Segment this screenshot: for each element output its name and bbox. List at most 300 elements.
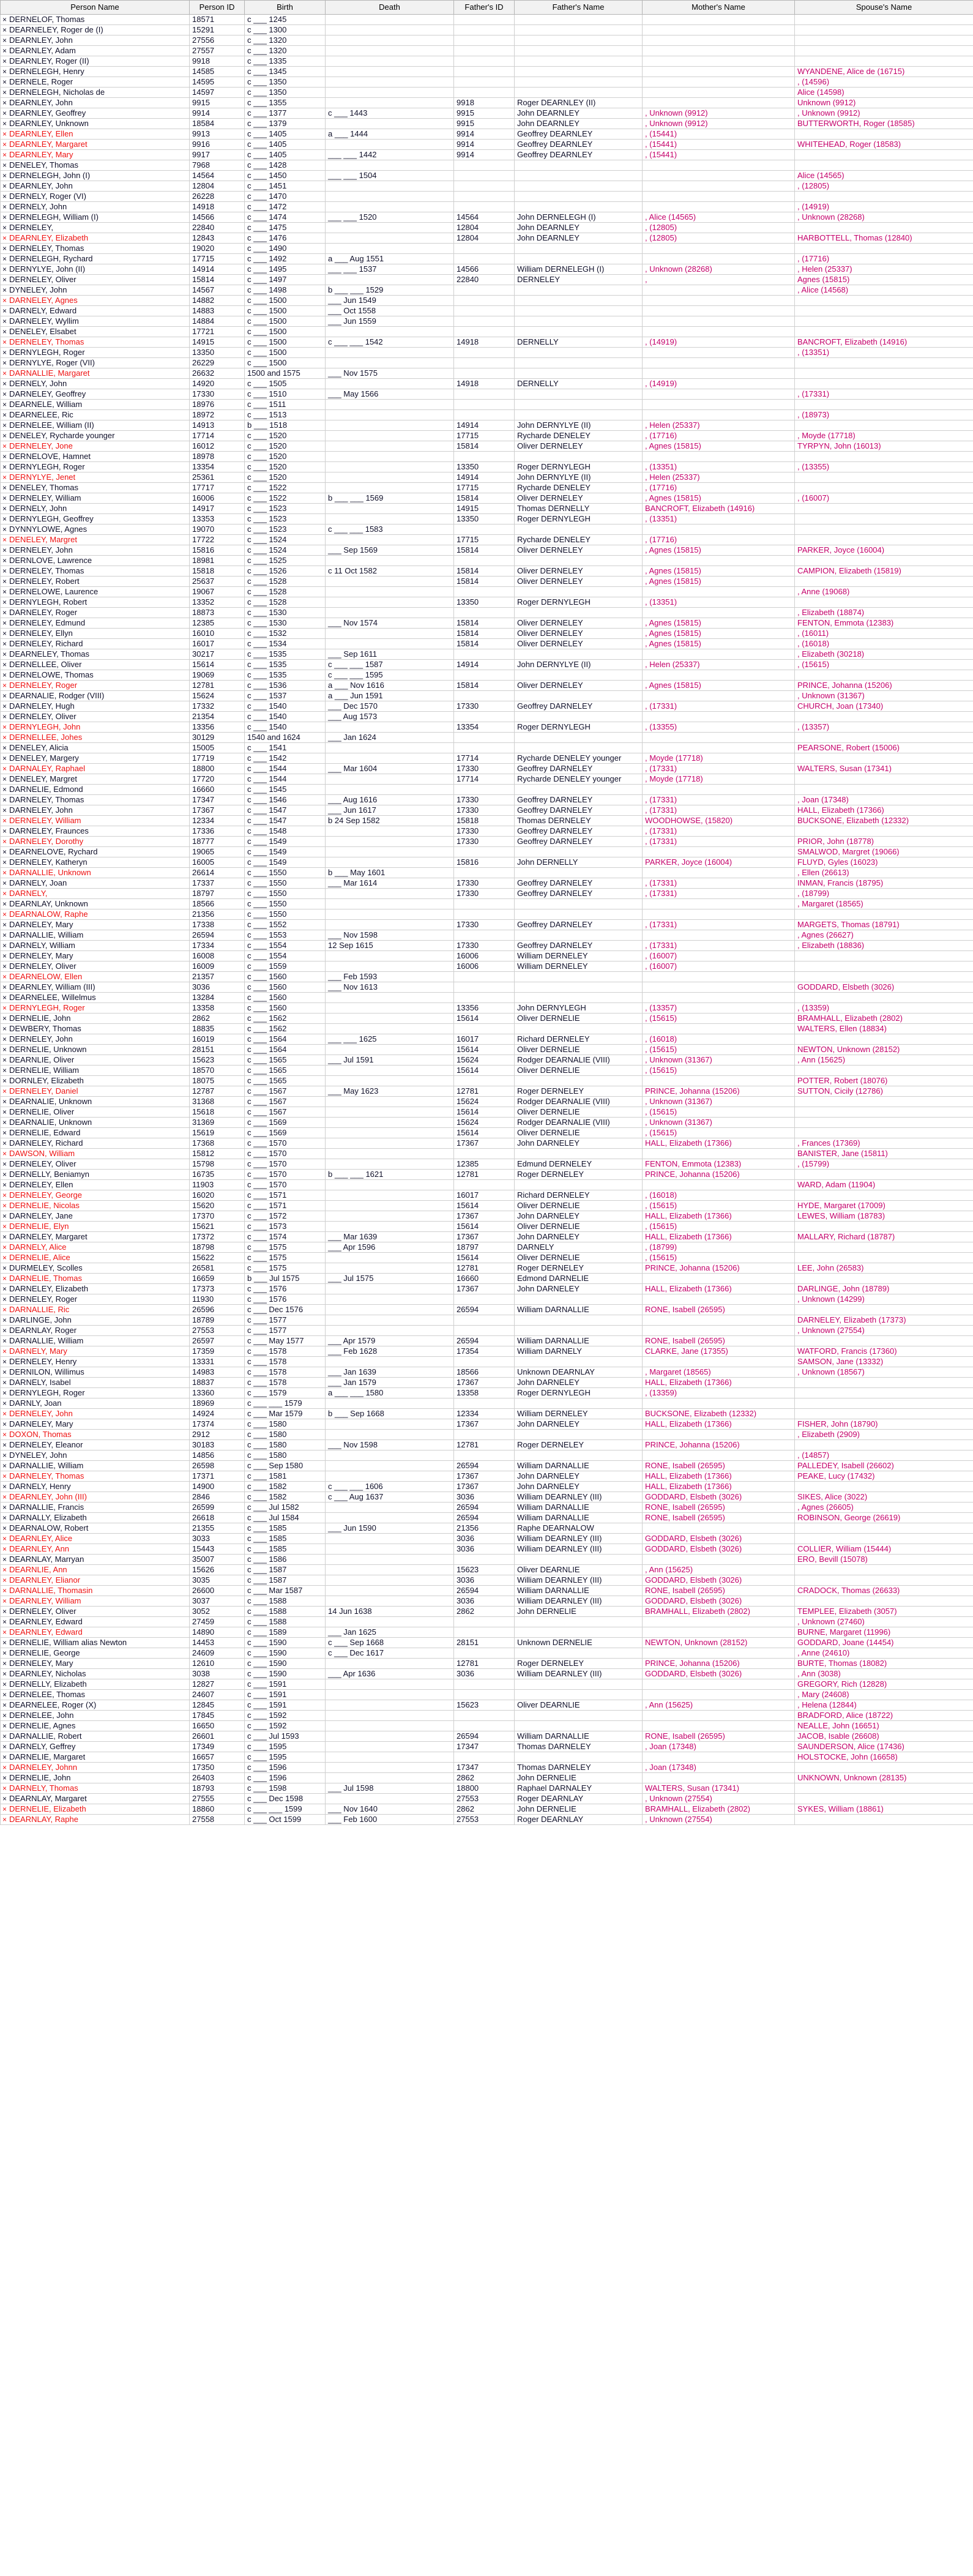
father-name-cell[interactable] — [515, 525, 643, 535]
father-name-cell[interactable]: Rycharde DENELEY — [515, 431, 643, 441]
person-name-link[interactable]: DARNELEY, Jane — [9, 1211, 73, 1220]
father-name-cell[interactable]: Geoffrey DEARNLEY — [515, 150, 643, 160]
father-name-cell[interactable]: William DARNALLIE — [515, 1461, 643, 1471]
spouse-name-cell[interactable] — [795, 909, 973, 920]
person-name-cell[interactable] — [1, 909, 190, 920]
table-row[interactable] — [1, 1617, 973, 1627]
mother-name-cell[interactable] — [643, 982, 795, 993]
table-row[interactable] — [1, 25, 973, 35]
spouse-name-cell[interactable]: , Unknown (27554) — [795, 1326, 973, 1336]
spouse-name-cell[interactable] — [795, 1118, 973, 1128]
person-name-link[interactable]: DERNELIE, George — [9, 1648, 80, 1657]
table-row[interactable] — [1, 670, 973, 681]
table-row[interactable] — [1, 1242, 973, 1253]
person-name-cell[interactable] — [1, 930, 190, 941]
mother-name-cell[interactable]: , Ann (15625) — [643, 1565, 795, 1575]
table-row[interactable] — [1, 1180, 973, 1190]
person-name-cell[interactable] — [1, 618, 190, 629]
table-row[interactable] — [1, 358, 973, 368]
mother-name-cell[interactable]: CLARKE, Jane (17355) — [643, 1346, 795, 1357]
mother-name-cell[interactable] — [643, 1450, 795, 1461]
mother-name-cell[interactable] — [643, 1648, 795, 1659]
table-row[interactable] — [1, 1222, 973, 1232]
table-row[interactable] — [1, 1742, 973, 1752]
father-name-cell[interactable] — [515, 368, 643, 379]
father-name-cell[interactable] — [515, 400, 643, 410]
person-name-cell[interactable] — [1, 972, 190, 982]
person-name-cell[interactable] — [1, 129, 190, 140]
mother-name-cell[interactable]: HALL, Elizabeth (17366) — [643, 1482, 795, 1492]
table-row[interactable] — [1, 982, 973, 993]
mother-name-cell[interactable]: , Helen (25337) — [643, 420, 795, 431]
person-name-link[interactable]: DERNILON, Willimus — [9, 1367, 84, 1376]
person-name-cell[interactable] — [1, 1055, 190, 1066]
person-name-link[interactable]: DARNALLIE, William — [9, 930, 84, 939]
person-name-link[interactable]: DEARNALOW, Raphe — [9, 909, 88, 919]
table-row[interactable] — [1, 1097, 973, 1107]
person-name-cell[interactable] — [1, 1076, 190, 1086]
father-name-cell[interactable] — [515, 46, 643, 56]
father-name-cell[interactable] — [515, 1752, 643, 1763]
table-row[interactable] — [1, 1190, 973, 1201]
person-name-cell[interactable] — [1, 264, 190, 275]
person-name-cell[interactable] — [1, 1752, 190, 1763]
person-name-cell[interactable] — [1, 1690, 190, 1700]
father-name-cell[interactable]: William DERNELEGH (I) — [515, 264, 643, 275]
table-row[interactable] — [1, 1669, 973, 1679]
table-row[interactable] — [1, 1398, 973, 1409]
person-name-cell[interactable] — [1, 670, 190, 681]
mother-name-cell[interactable]: , (17331) — [643, 826, 795, 837]
mother-name-cell[interactable] — [643, 670, 795, 681]
mother-name-cell[interactable] — [643, 1690, 795, 1700]
person-name-cell[interactable] — [1, 108, 190, 119]
person-name-cell[interactable] — [1, 160, 190, 171]
father-name-cell[interactable]: John DEARNLEY — [515, 119, 643, 129]
mother-name-cell[interactable]: HALL, Elizabeth (17366) — [643, 1211, 795, 1222]
person-name-link[interactable]: DARNELEY, Thomas — [9, 795, 84, 804]
person-name-link[interactable]: DERNELOF, Thomas — [9, 15, 85, 24]
mother-name-cell[interactable]: , (17716) — [643, 535, 795, 545]
person-name-link[interactable]: DARNELIE, Edmond — [9, 785, 83, 794]
person-name-link[interactable]: DARNELEY, Thomas — [9, 1471, 84, 1480]
table-row[interactable] — [1, 930, 973, 941]
mother-name-cell[interactable]: , Unknown (27554) — [643, 1815, 795, 1825]
spouse-name-cell[interactable] — [795, 514, 973, 525]
person-name-link[interactable]: DERNYLEGH, Roger — [9, 462, 85, 471]
person-name-link[interactable]: DERNELEY, George — [9, 1190, 82, 1200]
person-name-link[interactable]: DERNELEY, Thomas — [9, 337, 84, 346]
person-name-cell[interactable] — [1, 681, 190, 691]
person-name-link[interactable]: DEARNELEY, Roger de (I) — [9, 25, 103, 34]
table-row[interactable] — [1, 233, 973, 244]
mother-name-cell[interactable]: GODDARD, Elsbeth (3026) — [643, 1669, 795, 1679]
mother-name-cell[interactable] — [643, 389, 795, 400]
mother-name-cell[interactable]: , Helen (25337) — [643, 472, 795, 483]
table-row[interactable] — [1, 400, 973, 410]
father-name-cell[interactable]: Geoffrey DARNELEY — [515, 805, 643, 816]
table-row[interactable] — [1, 1419, 973, 1430]
spouse-name-cell[interactable] — [795, 160, 973, 171]
person-name-cell[interactable] — [1, 545, 190, 556]
father-name-cell[interactable] — [515, 868, 643, 878]
table-row[interactable] — [1, 1731, 973, 1742]
spouse-name-cell[interactable]: , (18973) — [795, 410, 973, 420]
mother-name-cell[interactable]: , (12805) — [643, 233, 795, 244]
person-name-cell[interactable] — [1, 753, 190, 764]
spouse-name-cell[interactable] — [795, 1534, 973, 1544]
spouse-name-cell[interactable] — [795, 1274, 973, 1284]
person-name-cell[interactable] — [1, 1575, 190, 1586]
table-row[interactable] — [1, 462, 973, 472]
table-row[interactable] — [1, 1430, 973, 1440]
mother-name-cell[interactable] — [643, 1357, 795, 1367]
mother-name-cell[interactable] — [643, 868, 795, 878]
spouse-name-cell[interactable] — [795, 1378, 973, 1388]
table-row[interactable] — [1, 15, 973, 25]
mother-name-cell[interactable]: , (17331) — [643, 941, 795, 951]
person-name-cell[interactable] — [1, 337, 190, 348]
table-row[interactable] — [1, 1315, 973, 1326]
mother-name-cell[interactable]: , (17716) — [643, 431, 795, 441]
table-row[interactable] — [1, 77, 973, 88]
spouse-name-cell[interactable]: , Unknown (18567) — [795, 1367, 973, 1378]
person-name-cell[interactable] — [1, 1045, 190, 1055]
mother-name-cell[interactable]: , (15441) — [643, 129, 795, 140]
spouse-name-cell[interactable]: , Unknown (28268) — [795, 212, 973, 223]
father-name-cell[interactable] — [515, 733, 643, 743]
father-name-cell[interactable] — [515, 316, 643, 327]
person-name-link[interactable]: DEARNELOVE, Rychard — [9, 847, 98, 856]
mother-name-cell[interactable] — [643, 160, 795, 171]
person-name-cell[interactable] — [1, 597, 190, 608]
person-name-link[interactable]: DARNELEY, Margaret — [9, 1232, 88, 1241]
father-name-cell[interactable]: John DARNELEY — [515, 1211, 643, 1222]
person-name-link[interactable]: DARNELY, Henry — [9, 1482, 71, 1491]
person-name-link[interactable]: DERNELY, John — [9, 379, 67, 388]
spouse-name-cell[interactable] — [795, 961, 973, 972]
mother-name-cell[interactable] — [643, 1617, 795, 1627]
mother-name-cell[interactable] — [643, 192, 795, 202]
table-row[interactable] — [1, 1138, 973, 1149]
mother-name-cell[interactable]: , (17331) — [643, 920, 795, 930]
spouse-name-cell[interactable]: HARBOTTELL, Thomas (12840) — [795, 233, 973, 244]
table-row[interactable] — [1, 192, 973, 202]
table-row[interactable] — [1, 171, 973, 181]
father-name-cell[interactable]: William DARNALLIE — [515, 1305, 643, 1315]
mother-name-cell[interactable] — [643, 785, 795, 795]
mother-name-cell[interactable] — [643, 400, 795, 410]
father-name-cell[interactable] — [515, 56, 643, 67]
father-name-cell[interactable]: Thomas DERNELLY — [515, 504, 643, 514]
person-name-link[interactable]: DYNELEY, John — [9, 285, 67, 294]
spouse-name-cell[interactable]: SUTTON, Cicily (12786) — [795, 1086, 973, 1097]
father-name-cell[interactable] — [515, 670, 643, 681]
spouse-name-cell[interactable]: WHITEHEAD, Roger (18583) — [795, 140, 973, 150]
person-name-cell[interactable] — [1, 1638, 190, 1648]
spouse-name-cell[interactable] — [795, 993, 973, 1003]
father-name-cell[interactable] — [515, 899, 643, 909]
mother-name-cell[interactable]: , (15615) — [643, 1222, 795, 1232]
person-name-link[interactable]: DERNELEY, Oliver — [9, 961, 76, 971]
father-name-cell[interactable]: William DARNALLIE — [515, 1503, 643, 1513]
person-name-link[interactable]: DERNYLEGH, Geoffrey — [9, 514, 94, 523]
table-row[interactable] — [1, 629, 973, 639]
person-name-link[interactable]: DARNELY, Geffrey — [9, 1742, 76, 1751]
person-name-cell[interactable] — [1, 1190, 190, 1201]
mother-name-cell[interactable]: PRINCE, Johanna (15206) — [643, 1659, 795, 1669]
person-name-cell[interactable] — [1, 98, 190, 108]
spouse-name-cell[interactable]: Alice (14598) — [795, 88, 973, 98]
table-row[interactable] — [1, 837, 973, 847]
table-row[interactable] — [1, 1305, 973, 1315]
mother-name-cell[interactable]: NEWTON, Unknown (28152) — [643, 1638, 795, 1648]
person-name-cell[interactable] — [1, 327, 190, 337]
person-name-cell[interactable] — [1, 56, 190, 67]
spouse-name-cell[interactable]: WYANDENE, Alice de (16715) — [795, 67, 973, 77]
table-row[interactable] — [1, 566, 973, 577]
spouse-name-cell[interactable] — [795, 826, 973, 837]
spouse-name-cell[interactable] — [795, 25, 973, 35]
father-name-cell[interactable]: Unknown DERNELIE — [515, 1638, 643, 1648]
father-name-cell[interactable]: Geoffrey DEARNLEY — [515, 129, 643, 140]
mother-name-cell[interactable] — [643, 327, 795, 337]
mother-name-cell[interactable]: , (14919) — [643, 337, 795, 348]
spouse-name-cell[interactable]: HYDE, Margaret (17009) — [795, 1201, 973, 1211]
person-name-cell[interactable] — [1, 857, 190, 868]
spouse-name-cell[interactable]: , Ann (3038) — [795, 1669, 973, 1679]
mother-name-cell[interactable]: RONE, Isabell (26595) — [643, 1731, 795, 1742]
person-name-cell[interactable] — [1, 285, 190, 296]
father-name-cell[interactable] — [515, 389, 643, 400]
spouse-name-cell[interactable] — [795, 733, 973, 743]
mother-name-cell[interactable] — [643, 15, 795, 25]
person-name-link[interactable]: DERNYLEGH, Roger — [9, 348, 85, 357]
person-name-cell[interactable] — [1, 1097, 190, 1107]
mother-name-cell[interactable]: , (12805) — [643, 223, 795, 233]
person-name-cell[interactable] — [1, 441, 190, 452]
table-row[interactable] — [1, 899, 973, 909]
person-name-cell[interactable] — [1, 1149, 190, 1159]
mother-name-cell[interactable]: , Unknown (9912) — [643, 108, 795, 119]
father-name-cell[interactable]: Richard DERNELEY — [515, 1190, 643, 1201]
person-name-cell[interactable] — [1, 202, 190, 212]
mother-name-cell[interactable]: , Unknown (31367) — [643, 1055, 795, 1066]
table-row[interactable] — [1, 712, 973, 722]
table-row[interactable] — [1, 254, 973, 264]
table-row[interactable] — [1, 1003, 973, 1014]
mother-name-cell[interactable]: , Helen (25337) — [643, 660, 795, 670]
mother-name-cell[interactable]: , — [643, 275, 795, 285]
table-row[interactable] — [1, 1690, 973, 1700]
person-name-link[interactable]: DERNELEGH, Rychard — [9, 254, 93, 263]
table-row[interactable] — [1, 452, 973, 462]
father-name-cell[interactable] — [515, 649, 643, 660]
father-name-cell[interactable] — [515, 587, 643, 597]
spouse-name-cell[interactable]: Agnes (15815) — [795, 275, 973, 285]
person-name-link[interactable]: DERNELEY, William — [9, 816, 81, 825]
father-name-cell[interactable]: Oliver DERNELIE — [515, 1128, 643, 1138]
father-name-cell[interactable]: Oliver DERNELIE — [515, 1045, 643, 1055]
person-name-cell[interactable] — [1, 1565, 190, 1575]
mother-name-cell[interactable] — [643, 67, 795, 77]
father-name-cell[interactable]: Richard DERNELEY — [515, 1034, 643, 1045]
person-name-link[interactable]: DEARNLEY, Alice — [9, 1534, 73, 1543]
spouse-name-cell[interactable]: LEWES, William (18783) — [795, 1211, 973, 1222]
person-name-link[interactable]: DARNELEY, Hugh — [9, 701, 75, 711]
father-name-cell[interactable]: Oliver DERNELEY — [515, 493, 643, 504]
spouse-name-cell[interactable] — [795, 1482, 973, 1492]
mother-name-cell[interactable] — [643, 1315, 795, 1326]
person-name-cell[interactable] — [1, 1180, 190, 1190]
person-name-link[interactable]: DARNELIE, Margaret — [9, 1752, 86, 1761]
table-row[interactable] — [1, 701, 973, 712]
person-name-cell[interactable] — [1, 1450, 190, 1461]
spouse-name-cell[interactable]: BURTE, Thomas (18082) — [795, 1659, 973, 1669]
spouse-name-cell[interactable] — [795, 1336, 973, 1346]
spouse-name-cell[interactable] — [795, 535, 973, 545]
spouse-name-cell[interactable]: , (15799) — [795, 1159, 973, 1170]
person-name-cell[interactable] — [1, 233, 190, 244]
mother-name-cell[interactable] — [643, 930, 795, 941]
spouse-name-cell[interactable]: BUTTERWORTH, Roger (18585) — [795, 119, 973, 129]
spouse-name-cell[interactable]: GODDARD, Elsbeth (3026) — [795, 982, 973, 993]
person-name-link[interactable]: DARNELY, Joan — [9, 878, 67, 887]
person-name-cell[interactable] — [1, 244, 190, 254]
table-row[interactable] — [1, 119, 973, 129]
spouse-name-cell[interactable]: LEE, John (26583) — [795, 1263, 973, 1274]
person-name-link[interactable]: DENELEY, Alicia — [9, 743, 69, 752]
person-name-link[interactable]: DEARNELEY, Thomas — [9, 649, 90, 659]
person-name-link[interactable]: DEARNELOW, Ellen — [9, 972, 83, 981]
person-name-cell[interactable] — [1, 25, 190, 35]
person-name-cell[interactable] — [1, 254, 190, 264]
mother-name-cell[interactable]: , (16018) — [643, 1190, 795, 1201]
mother-name-cell[interactable]: RONE, Isabell (26595) — [643, 1305, 795, 1315]
table-row[interactable] — [1, 348, 973, 358]
person-name-cell[interactable] — [1, 1388, 190, 1398]
table-row[interactable] — [1, 1170, 973, 1180]
father-name-cell[interactable] — [515, 1149, 643, 1159]
mother-name-cell[interactable]: HALL, Elizabeth (17366) — [643, 1284, 795, 1294]
person-name-link[interactable]: DARNELEY, Fraunces — [9, 826, 89, 835]
father-name-cell[interactable]: Oliver DEARNLIE — [515, 1565, 643, 1575]
spouse-name-cell[interactable] — [795, 670, 973, 681]
person-name-link[interactable]: DERNELEY, John — [9, 1034, 73, 1043]
table-row[interactable] — [1, 1450, 973, 1461]
person-name-cell[interactable] — [1, 795, 190, 805]
table-row[interactable] — [1, 535, 973, 545]
mother-name-cell[interactable] — [643, 1024, 795, 1034]
father-name-cell[interactable]: William DEARNLEY (III) — [515, 1596, 643, 1607]
father-name-cell[interactable]: Oliver DERNELEY — [515, 566, 643, 577]
spouse-name-cell[interactable] — [795, 712, 973, 722]
mother-name-cell[interactable]: , (16007) — [643, 961, 795, 972]
person-name-link[interactable]: DERNELEY, Mary — [9, 1659, 73, 1668]
spouse-name-cell[interactable]: , (16011) — [795, 629, 973, 639]
spouse-name-cell[interactable] — [795, 244, 973, 254]
spouse-name-cell[interactable]: PRIOR, John (18778) — [795, 837, 973, 847]
table-row[interactable] — [1, 140, 973, 150]
person-name-cell[interactable] — [1, 816, 190, 826]
person-name-link[interactable]: DEARNLEY, Margaret — [9, 140, 88, 149]
father-name-cell[interactable] — [515, 160, 643, 171]
person-name-link[interactable]: DENELEY, Margret — [9, 774, 78, 783]
mother-name-cell[interactable]: BRAMHALL, Elizabeth (2802) — [643, 1607, 795, 1617]
person-name-cell[interactable] — [1, 535, 190, 545]
person-name-link[interactable]: DARNELEY, Elizabeth — [9, 1284, 89, 1293]
person-name-link[interactable]: DERNELIE, Elizabeth — [9, 1804, 86, 1813]
spouse-name-cell[interactable] — [795, 129, 973, 140]
table-row[interactable] — [1, 639, 973, 649]
spouse-name-cell[interactable] — [795, 1128, 973, 1138]
father-name-cell[interactable]: Rodger DEARNALIE (VIII) — [515, 1055, 643, 1066]
spouse-name-cell[interactable]: , Elizabeth (18874) — [795, 608, 973, 618]
table-row[interactable] — [1, 431, 973, 441]
father-name-cell[interactable] — [515, 15, 643, 25]
mother-name-cell[interactable] — [643, 358, 795, 368]
mother-name-cell[interactable]: BRAMHALL, Elizabeth (2802) — [643, 1804, 795, 1815]
mother-name-cell[interactable] — [643, 993, 795, 1003]
person-name-link[interactable]: DARNALLIE, Francis — [9, 1503, 84, 1512]
father-name-cell[interactable]: Edmund DERNELEY — [515, 1159, 643, 1170]
person-name-cell[interactable] — [1, 1773, 190, 1783]
person-name-link[interactable]: DEARNLEY, Elianor — [9, 1575, 81, 1585]
father-name-cell[interactable] — [515, 1398, 643, 1409]
father-name-cell[interactable] — [515, 691, 643, 701]
person-name-link[interactable]: DERNELIE, Unknown — [9, 1045, 87, 1054]
person-name-link[interactable]: DEARNLAY, Roger — [9, 1326, 77, 1335]
table-row[interactable] — [1, 1294, 973, 1305]
father-name-cell[interactable]: Rycharde DENELEY — [515, 535, 643, 545]
father-name-cell[interactable]: DERNELEY — [515, 275, 643, 285]
person-name-link[interactable]: DARNELEY, Mary — [9, 1419, 73, 1428]
mother-name-cell[interactable]: , (14919) — [643, 379, 795, 389]
table-row[interactable] — [1, 35, 973, 46]
mother-name-cell[interactable]: HALL, Elizabeth (17366) — [643, 1471, 795, 1482]
father-name-cell[interactable]: William DARNALLIE — [515, 1586, 643, 1596]
column-header-father-name[interactable]: Father's Name — [515, 1, 643, 15]
person-name-cell[interactable] — [1, 192, 190, 202]
person-name-link[interactable]: DEARNLIE, Oliver — [9, 1055, 75, 1064]
spouse-name-cell[interactable]: , (13355) — [795, 462, 973, 472]
mother-name-cell[interactable]: , Agnes (15815) — [643, 493, 795, 504]
table-row[interactable] — [1, 1045, 973, 1055]
father-name-cell[interactable]: Oliver DERNELIE — [515, 1253, 643, 1263]
father-name-cell[interactable]: Oliver DERNELIE — [515, 1066, 643, 1076]
spouse-name-cell[interactable]: POTTER, Robert (18076) — [795, 1076, 973, 1086]
table-row[interactable] — [1, 1409, 973, 1419]
table-row[interactable] — [1, 1326, 973, 1336]
person-name-cell[interactable] — [1, 171, 190, 181]
person-name-link[interactable]: DERNELEY, Daniel — [9, 1086, 78, 1096]
mother-name-cell[interactable]: , Joan (17348) — [643, 1763, 795, 1773]
spouse-name-cell[interactable] — [795, 56, 973, 67]
person-name-link[interactable]: DERNELEY, Edmund — [9, 618, 86, 627]
father-name-cell[interactable]: William DERNELEY — [515, 961, 643, 972]
mother-name-cell[interactable]: , Agnes (15815) — [643, 566, 795, 577]
spouse-name-cell[interactable]: , Unknown (27460) — [795, 1617, 973, 1627]
table-row[interactable] — [1, 1149, 973, 1159]
person-name-cell[interactable] — [1, 1367, 190, 1378]
person-name-link[interactable]: DARNELIE, Thomas — [9, 1274, 82, 1283]
person-name-cell[interactable] — [1, 493, 190, 504]
table-row[interactable] — [1, 1544, 973, 1555]
father-name-cell[interactable]: Roger DERNELEY — [515, 1086, 643, 1097]
father-name-cell[interactable] — [515, 452, 643, 462]
father-name-cell[interactable] — [515, 1679, 643, 1690]
person-name-cell[interactable] — [1, 1596, 190, 1607]
